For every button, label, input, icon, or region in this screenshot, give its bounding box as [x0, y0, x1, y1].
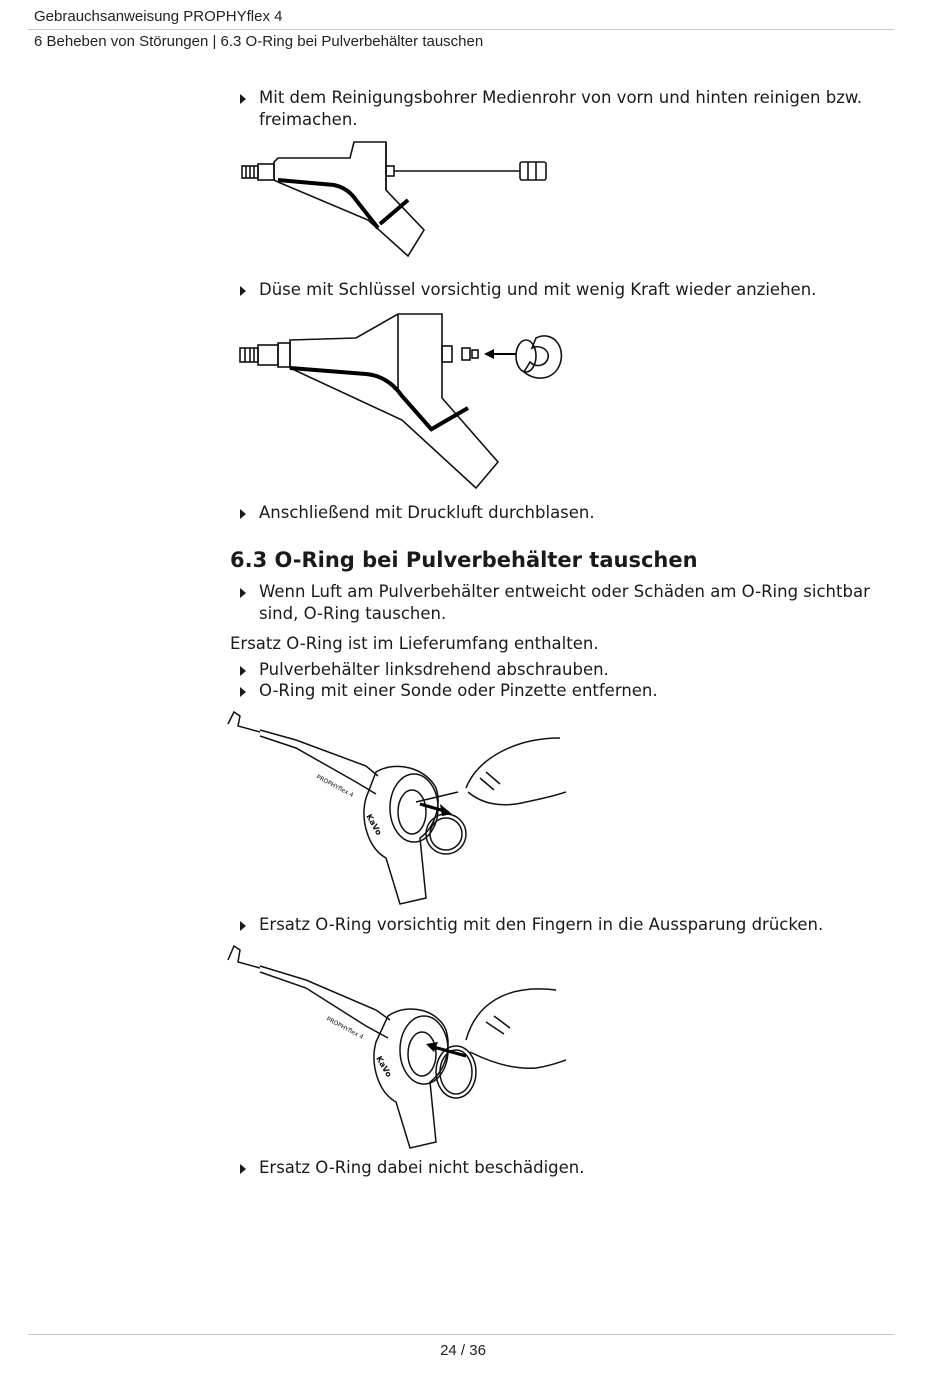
bullet-arrow-icon [240, 921, 246, 931]
header-divider [28, 29, 894, 30]
instruction-step: O-Ring mit einer Sonde oder Pinzette entfernen. [240, 680, 880, 702]
instruction-step: Ersatz O-Ring dabei nicht beschädigen. [240, 1157, 880, 1179]
bullet-arrow-icon [240, 588, 246, 598]
page-number: 24 / 36 [440, 1342, 486, 1359]
footer-divider [28, 1334, 894, 1335]
section-heading: 6.3 O-Ring bei Pulverbehälter tauschen [230, 548, 698, 572]
instruction-step: Ersatz O-Ring vorsichtig mit den Fingern in die Aussparung drücken. [240, 914, 880, 936]
figure-cleaning-drill [238, 140, 558, 266]
device-label: PROPHYflex 4 [325, 1015, 365, 1041]
instruction-step: Wenn Luft am Pulverbehälter entweicht oder Schäden am O-Ring sichtbar sind, O-Ring tauschen. [240, 581, 880, 625]
logo: KaVo [364, 812, 384, 837]
figure-remove-oring [226, 708, 566, 906]
breadcrumb: 6 Beheben von Störungen | 6.3 O-Ring bei Pulverbehälter tauschen [34, 33, 484, 50]
bullet-arrow-icon [240, 666, 246, 676]
figure-nozzle-key [236, 312, 566, 494]
instruction-step: Mit dem Reinigungsbohrer Medienrohr von vorn und hinten reinigen bzw. freimachen. [240, 87, 880, 131]
bullet-arrow-icon [240, 687, 246, 697]
note-text: Ersatz O-Ring ist im Lieferumfang enthalten. [230, 634, 599, 653]
instruction-step: Düse mit Schlüssel vorsichtig und mit wenig Kraft wieder anziehen. [240, 279, 880, 301]
bullet-arrow-icon [240, 509, 246, 519]
bullet-arrow-icon [240, 286, 246, 296]
bullet-arrow-icon [240, 1164, 246, 1174]
device-label: PROPHYflex 4 [315, 773, 355, 799]
instruction-step: Anschließend mit Druckluft durchblasen. [240, 502, 880, 524]
instruction-step: Pulverbehälter linksdrehend abschrauben. [240, 659, 880, 681]
bullet-arrow-icon [240, 94, 246, 104]
figure-insert-oring [226, 944, 566, 1150]
document-title: Gebrauchsanweisung PROPHYflex 4 [34, 8, 283, 25]
logo: KaVo [374, 1054, 394, 1079]
